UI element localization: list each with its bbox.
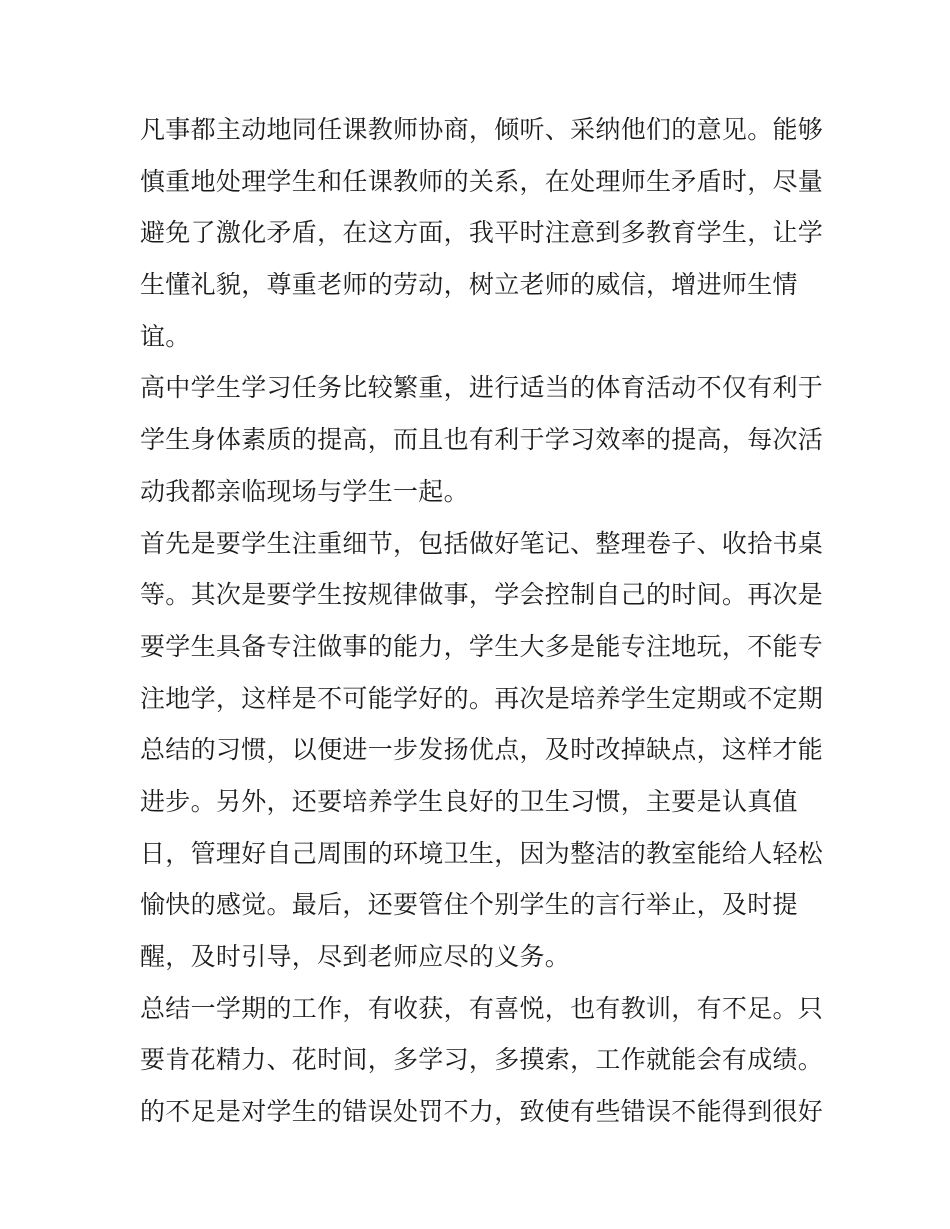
body-text [140,104,824,1138]
text-line: 高中学生学习任务比较繁重，进行适当的体育活动不仅有利于 [140,373,824,403]
text-line: 注地学，这样是不可能学好的。再次是培养学生定期或不定期 [140,683,824,713]
text-line: 慎重地处理学生和任课教师的关系，在处理师生矛盾时，尽量 [140,166,824,196]
text-line: 进步。另外，还要培养学生良好的卫生习惯，主要是认真值 [140,786,798,816]
text-line: 凡事都主动地同任课教师协商，倾听、采纳他们的意见。能够 [140,115,824,144]
text-line: 避免了激化矛盾，在这方面，我平时注意到多教育学生，让学 [140,218,824,248]
text-line: 首先是要学生注重细节，包括做好笔记、整理卷子、收拾书桌 [140,528,824,558]
text-line: 的不足是对学生的错误处罚不力，致使有些错误不能得到很好 [140,1097,824,1127]
text-line: 日，管理好自己周围的环境卫生，因为整洁的教室能给人轻松 [140,838,824,868]
text-line: 要肯花精力、花时间，多学习，多摸索，工作就能会有成绩。 [140,1045,824,1075]
text-line: 愉快的感觉。最后，还要管住个别学生的言行举止，及时提 [140,890,798,920]
text-line: 动我都亲临现场与学生一起。 [140,476,469,506]
text-line: 总结一学期的工作，有收获，有喜悦，也有教训，有不足。只 [140,993,824,1023]
text-line: 要学生具备专注做事的能力，学生大多是能专注地玩，不能专 [140,631,824,661]
text-line: 学生身体素质的提高，而且也有利于学习效率的提高，每次活 [140,425,824,455]
text-line: 总结的习惯，以便进一步发扬优点，及时改掉缺点，这样才能 [140,735,824,765]
text-line: 醒，及时引导，尽到老师应尽的义务。 [140,942,571,971]
text-line: 等。其次是要学生按规律做事，学会控制自己的时间。再次是 [140,580,824,610]
text-line: 生懂礼貌，尊重老师的劳动，树立老师的威信，增进师生情 [140,270,798,300]
text-line: 谊。 [140,321,191,351]
